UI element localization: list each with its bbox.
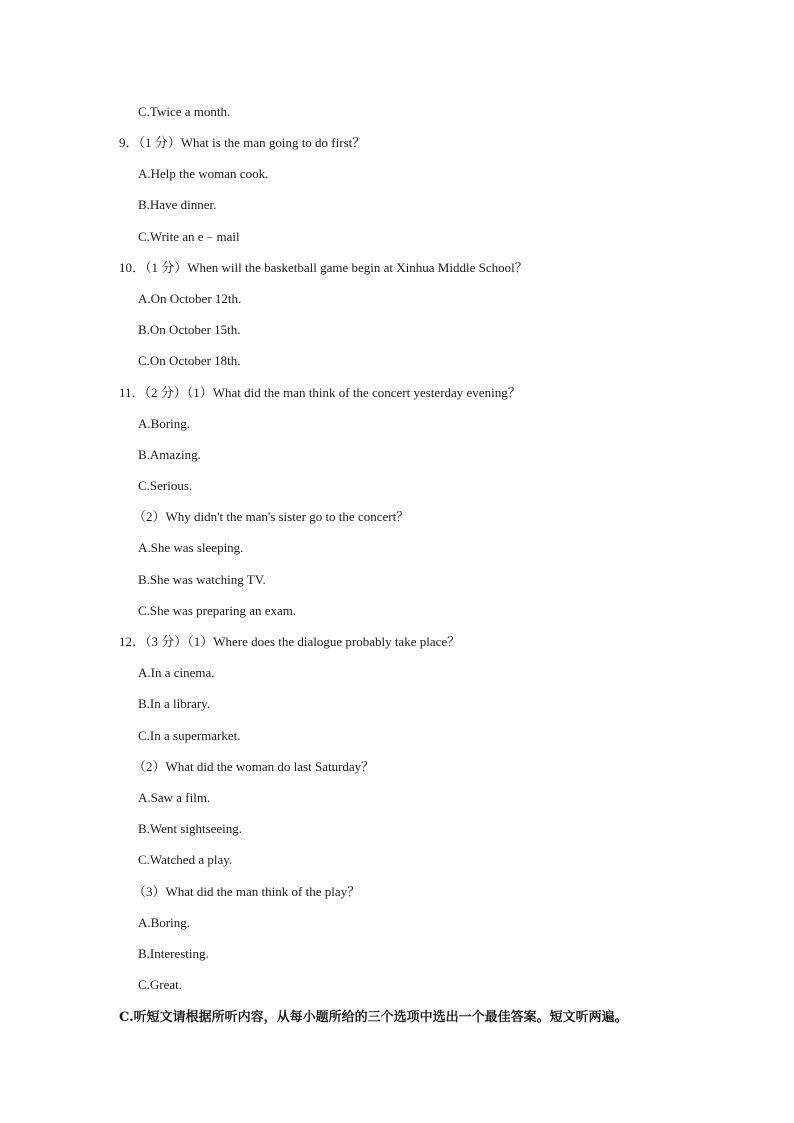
q12-3-option-a: A.Boring. xyxy=(138,915,190,930)
q11-2-option-a: A.She was sleeping. xyxy=(138,540,244,555)
question-11: 11．（2 分）（1）What did the man think of the concert yesterday evening？ xyxy=(119,385,521,400)
q11-1-option-b: B.Amazing. xyxy=(138,447,201,462)
question-11-2: （2）Why didn't the man's sister go to the concert？ xyxy=(133,509,410,524)
q9-option-c: C.Write an e﹣mail xyxy=(138,229,240,244)
q9-option-b: B.Have dinner. xyxy=(138,197,217,212)
q12-2-option-a: A.Saw a film. xyxy=(138,790,211,805)
q11-2-option-c: C.She was preparing an exam. xyxy=(138,603,297,618)
q12-1-option-b: B.In a library. xyxy=(138,696,211,711)
question-10: 10．（1 分）When will the basketball game begin at Xinhua Middle School？ xyxy=(119,260,528,275)
q9-option-a: A.Help the woman cook. xyxy=(138,166,269,181)
q12-1-option-c: C.In a supermarket. xyxy=(138,728,241,743)
q12-1-option-a: A.In a cinema. xyxy=(138,665,215,680)
q11-1-option-a: A.Boring. xyxy=(138,416,190,431)
question-12: 12．（3 分）（1）Where does the dialogue probably take place？ xyxy=(119,634,461,649)
q10-option-c: C.On October 18th. xyxy=(138,353,241,368)
section-c-heading: C.听短文请根据所听内容，从每小题所给的三个选项中选出一个最佳答案。短文听两遍。 xyxy=(119,1010,628,1025)
q10-option-a: A.On October 12th. xyxy=(138,291,242,306)
q10-option-b: B.On October 15th. xyxy=(138,322,241,337)
question-12-3: （3）What did the man think of the play？ xyxy=(133,884,361,899)
question-9: 9．（1 分）What is the man going to do first？ xyxy=(119,135,366,150)
q12-3-option-c: C.Great. xyxy=(138,977,183,992)
q12-2-option-c: C.Watched a play. xyxy=(138,852,233,867)
q11-2-option-b: B.She was watching TV. xyxy=(138,572,266,587)
question-12-2: （2）What did the woman do last Saturday？ xyxy=(133,759,375,774)
q12-3-option-b: B.Interesting. xyxy=(138,946,209,961)
q11-1-option-c: C.Serious. xyxy=(138,478,193,493)
q12-2-option-b: B.Went sightseeing. xyxy=(138,821,243,836)
q8-option-c: C.Twice a month. xyxy=(138,104,231,119)
